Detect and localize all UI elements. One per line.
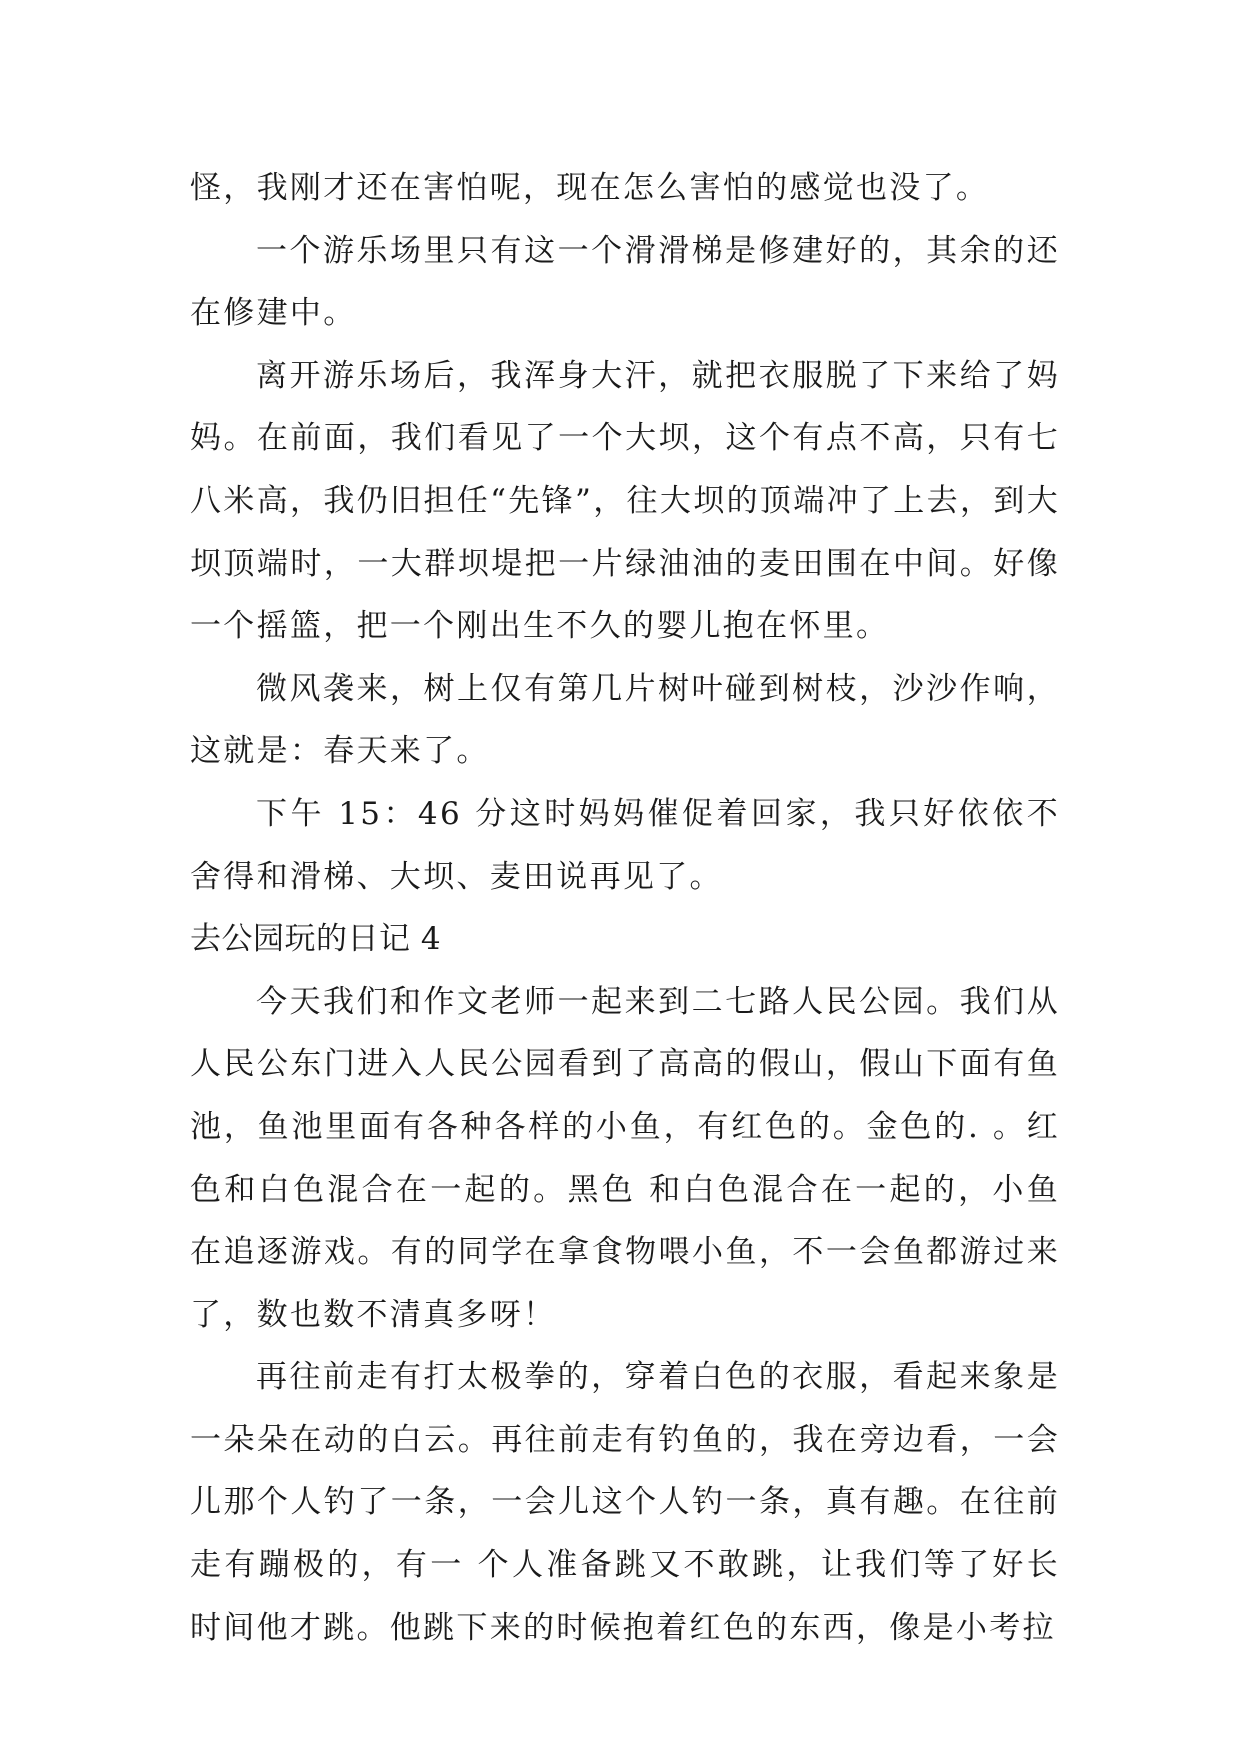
section-paragraph-2: 再往前走有打太极拳的，穿着白色的衣服，看起来象是一朵朵在动的白云。再往前走有钓鱼的，我在旁边看，一会儿那个人钓了一条，一会儿这个人钓一条，真有趣。在往前走有蹦极的，有一 个人准备跳又不敢跳，让我们等了好长时间他才跳。他跳下来的时候抱着红色的东西，像是小考拉 (190, 1359, 1060, 1646)
section-paragraph-1: 今天我们和作文老师一起来到二七路人民公园。我们从人民公东门进入人民公园看到了高高的假山，假山下面有鱼池，鱼池里面有各种各样的小鱼，有红色的。金色的. 。红色和白色混合在一起的。黑色 和白色混合在一起的，小鱼在追逐游戏。有的同学在拿食物喂小鱼，不一会鱼都游过来了，数也数不清真多呀！ (190, 983, 1060, 1333)
section-title: 去公园玩的日记 4 (190, 921, 442, 958)
paragraph-2: 一个游乐场里只有这一个滑滑梯是修建好的，其余的还在修建中。 (190, 232, 1060, 332)
document-body (190, 157, 1060, 1659)
paragraph-3: 离开游乐场后，我浑身大汗，就把衣服脱了下来给了妈妈。在前面，我们看见了一个大坝，这个有点不高，只有七八米高，我仍旧担任“先锋”，往大坝的顶端冲了上去，到大坝顶端时，一大群坝堤把一片绿油油的麦田围在中间。好像一个摇篮，把一个刚出生不久的婴儿抱在怀里。 (190, 357, 1060, 645)
paragraph-4: 微风袭来，树上仅有第几片树叶碰到树枝，沙沙作响，这就是：春天来了。 (190, 670, 1060, 770)
paragraph-5: 下午 15：46 分这时妈妈催促着回家，我只好依依不舍得和滑梯、大坝、麦田说再见了。 (190, 795, 1060, 895)
paragraph-1: 怪，我刚才还在害怕呢，现在怎么害怕的感觉也没了。 (190, 170, 990, 206)
